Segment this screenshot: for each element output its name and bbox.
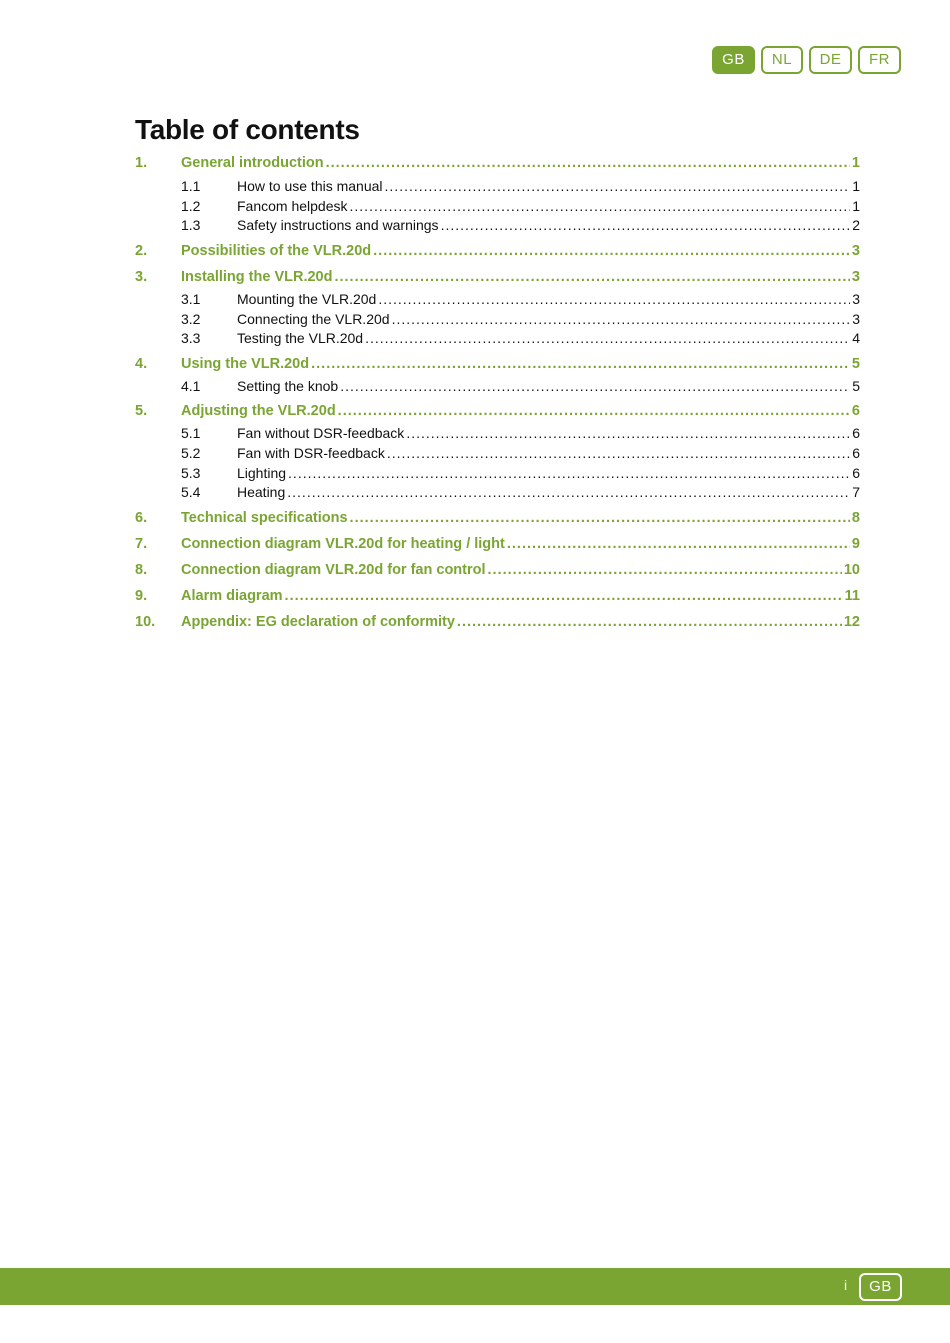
toc-entry-number: 6.	[135, 510, 148, 526]
toc-entry-number: 3.2	[181, 311, 201, 327]
toc-entry-label: Possibilities of the VLR.20d	[181, 243, 372, 259]
toc-entry-page: 8	[851, 510, 860, 526]
language-tab-de[interactable]: DE	[809, 46, 852, 74]
footer-language-badge: GB	[859, 1273, 902, 1301]
toc-entry-number: 3.	[135, 269, 148, 285]
toc-entry-label: Lighting	[237, 465, 287, 481]
language-tab-nl[interactable]: NL	[761, 46, 803, 74]
toc-dot-leader	[350, 510, 850, 526]
toc-chapter-entry[interactable]	[135, 356, 860, 372]
toc-entry-page: 6	[851, 403, 860, 419]
toc-entry-number: 1.	[135, 155, 148, 171]
toc-dot-leader	[387, 445, 850, 461]
toc-entry-number: 1.2	[181, 198, 201, 214]
toc-section-entry[interactable]	[135, 291, 860, 307]
toc-entry-number: 5.2	[181, 445, 201, 461]
toc-chapter-entry[interactable]	[135, 403, 860, 419]
language-tabs	[712, 46, 901, 74]
toc-chapter-entry[interactable]	[135, 614, 860, 630]
toc-entry-label: Installing the VLR.20d	[181, 269, 333, 285]
toc-section-entry[interactable]	[135, 425, 860, 441]
toc-dot-leader	[441, 217, 851, 233]
toc-section-entry[interactable]	[135, 445, 860, 461]
toc-entry-label: Connection diagram VLR.20d for heating / light	[181, 536, 505, 552]
toc-entry-label: Fancom helpdesk	[237, 198, 348, 214]
toc-section-entry[interactable]	[135, 178, 860, 194]
toc-chapter-entry[interactable]	[135, 269, 860, 285]
toc-dot-leader	[326, 155, 850, 171]
toc-entry-label: Appendix: EG declaration of conformity	[181, 614, 455, 630]
toc-entry-number: 3.3	[181, 330, 201, 346]
toc-entry-page: 5	[851, 356, 860, 372]
toc-dot-leader	[334, 269, 849, 285]
toc-chapter-entry[interactable]	[135, 510, 860, 526]
toc-entry-page: 7	[852, 484, 860, 500]
toc-entry-label: General introduction	[181, 155, 324, 171]
toc-entry-label: Using the VLR.20d	[181, 356, 310, 372]
toc-entry-number: 5.	[135, 403, 148, 419]
toc-entry-label: Connecting the VLR.20d	[237, 311, 390, 327]
language-tab-gb[interactable]: GB	[712, 46, 755, 74]
toc-entry-number: 1.1	[181, 178, 201, 194]
toc-dot-leader	[287, 484, 850, 500]
toc-entry-label: How to use this manual	[237, 178, 383, 194]
toc-entry-label: Testing the VLR.20d	[237, 330, 364, 346]
toc-entry-page: 6	[852, 425, 860, 441]
toc-dot-leader	[338, 403, 850, 419]
toc-entry-page: 4	[852, 330, 860, 346]
toc-chapter-entry[interactable]	[135, 588, 860, 604]
toc-entry-page: 9	[851, 536, 860, 552]
toc-entry-number: 5.4	[181, 484, 201, 500]
toc-section-entry[interactable]	[135, 198, 860, 214]
toc-chapter-entry[interactable]	[135, 562, 860, 578]
toc-entry-page: 10	[843, 562, 860, 578]
toc-dot-leader	[311, 356, 850, 372]
toc-entry-label: Heating	[237, 484, 286, 500]
toc-entry-label: Fan without DSR-feedback	[237, 425, 405, 441]
toc-dot-leader	[406, 425, 850, 441]
toc-entry-number: 4.1	[181, 378, 201, 394]
toc-entry-number: 5.3	[181, 465, 201, 481]
toc-entry-number: 1.3	[181, 217, 201, 233]
page-number: i	[844, 1277, 848, 1293]
toc-entry-label: Safety instructions and warnings	[237, 217, 439, 233]
toc-entry-page: 6	[852, 445, 860, 461]
language-tab-fr[interactable]: FR	[858, 46, 901, 74]
toc-entry-number: 10.	[135, 614, 156, 630]
toc-entry-number: 3.1	[181, 291, 201, 307]
toc-entry-number: 9.	[135, 588, 148, 604]
page-title: Table of contents	[135, 114, 360, 145]
toc-section-entry[interactable]	[135, 330, 860, 346]
toc-dot-leader	[373, 243, 850, 259]
footer-bar	[0, 1268, 950, 1305]
toc-entry-label: Mounting the VLR.20d	[237, 291, 377, 307]
toc-dot-leader	[457, 614, 842, 630]
toc-entry-label: Setting the knob	[237, 378, 339, 394]
toc-dot-leader	[488, 562, 842, 578]
toc-entry-page: 3	[851, 269, 860, 285]
toc-entry-number: 5.1	[181, 425, 201, 441]
toc-dot-leader	[288, 465, 850, 481]
toc-entry-page: 1	[852, 178, 860, 194]
toc-section-entry[interactable]	[135, 484, 860, 500]
toc-dot-leader	[340, 378, 850, 394]
toc-entry-number: 8.	[135, 562, 148, 578]
toc-dot-leader	[285, 588, 843, 604]
toc-dot-leader	[378, 291, 850, 307]
toc-entry-label: Fan with DSR-feedback	[237, 445, 385, 461]
toc-chapter-entry[interactable]	[135, 155, 860, 171]
toc-entry-number: 4.	[135, 356, 148, 372]
toc-chapter-entry[interactable]	[135, 243, 860, 259]
toc-entry-number: 2.	[135, 243, 148, 259]
toc-section-entry[interactable]	[135, 217, 860, 233]
toc-entry-label: Alarm diagram	[181, 588, 283, 604]
toc-dot-leader	[350, 198, 851, 214]
toc-entry-page: 11	[844, 588, 860, 604]
toc-entry-page: 3	[852, 291, 860, 307]
toc-section-entry[interactable]	[135, 465, 860, 481]
toc-dot-leader	[507, 536, 850, 552]
toc-entry-page: 3	[851, 243, 860, 259]
toc-entry-label: Adjusting the VLR.20d	[181, 403, 336, 419]
toc-chapter-entry[interactable]	[135, 536, 860, 552]
toc-entry-label: Technical specifications	[181, 510, 348, 526]
toc-entry-page: 1	[851, 155, 860, 171]
toc-entry-page: 12	[843, 614, 860, 630]
toc-entry-page: 1	[852, 198, 860, 214]
toc-dot-leader	[392, 311, 851, 327]
toc-dot-leader	[385, 178, 851, 194]
toc-entry-page: 5	[852, 378, 860, 394]
toc-dot-leader	[365, 330, 850, 346]
toc-section-entry[interactable]	[135, 311, 860, 327]
toc-entry-page: 2	[852, 217, 860, 233]
toc-entry-label: Connection diagram VLR.20d for fan control	[181, 562, 486, 578]
toc-section-entry[interactable]	[135, 378, 860, 394]
toc-entry-page: 6	[852, 465, 860, 481]
toc-entry-number: 7.	[135, 536, 148, 552]
toc-entry-page: 3	[852, 311, 860, 327]
